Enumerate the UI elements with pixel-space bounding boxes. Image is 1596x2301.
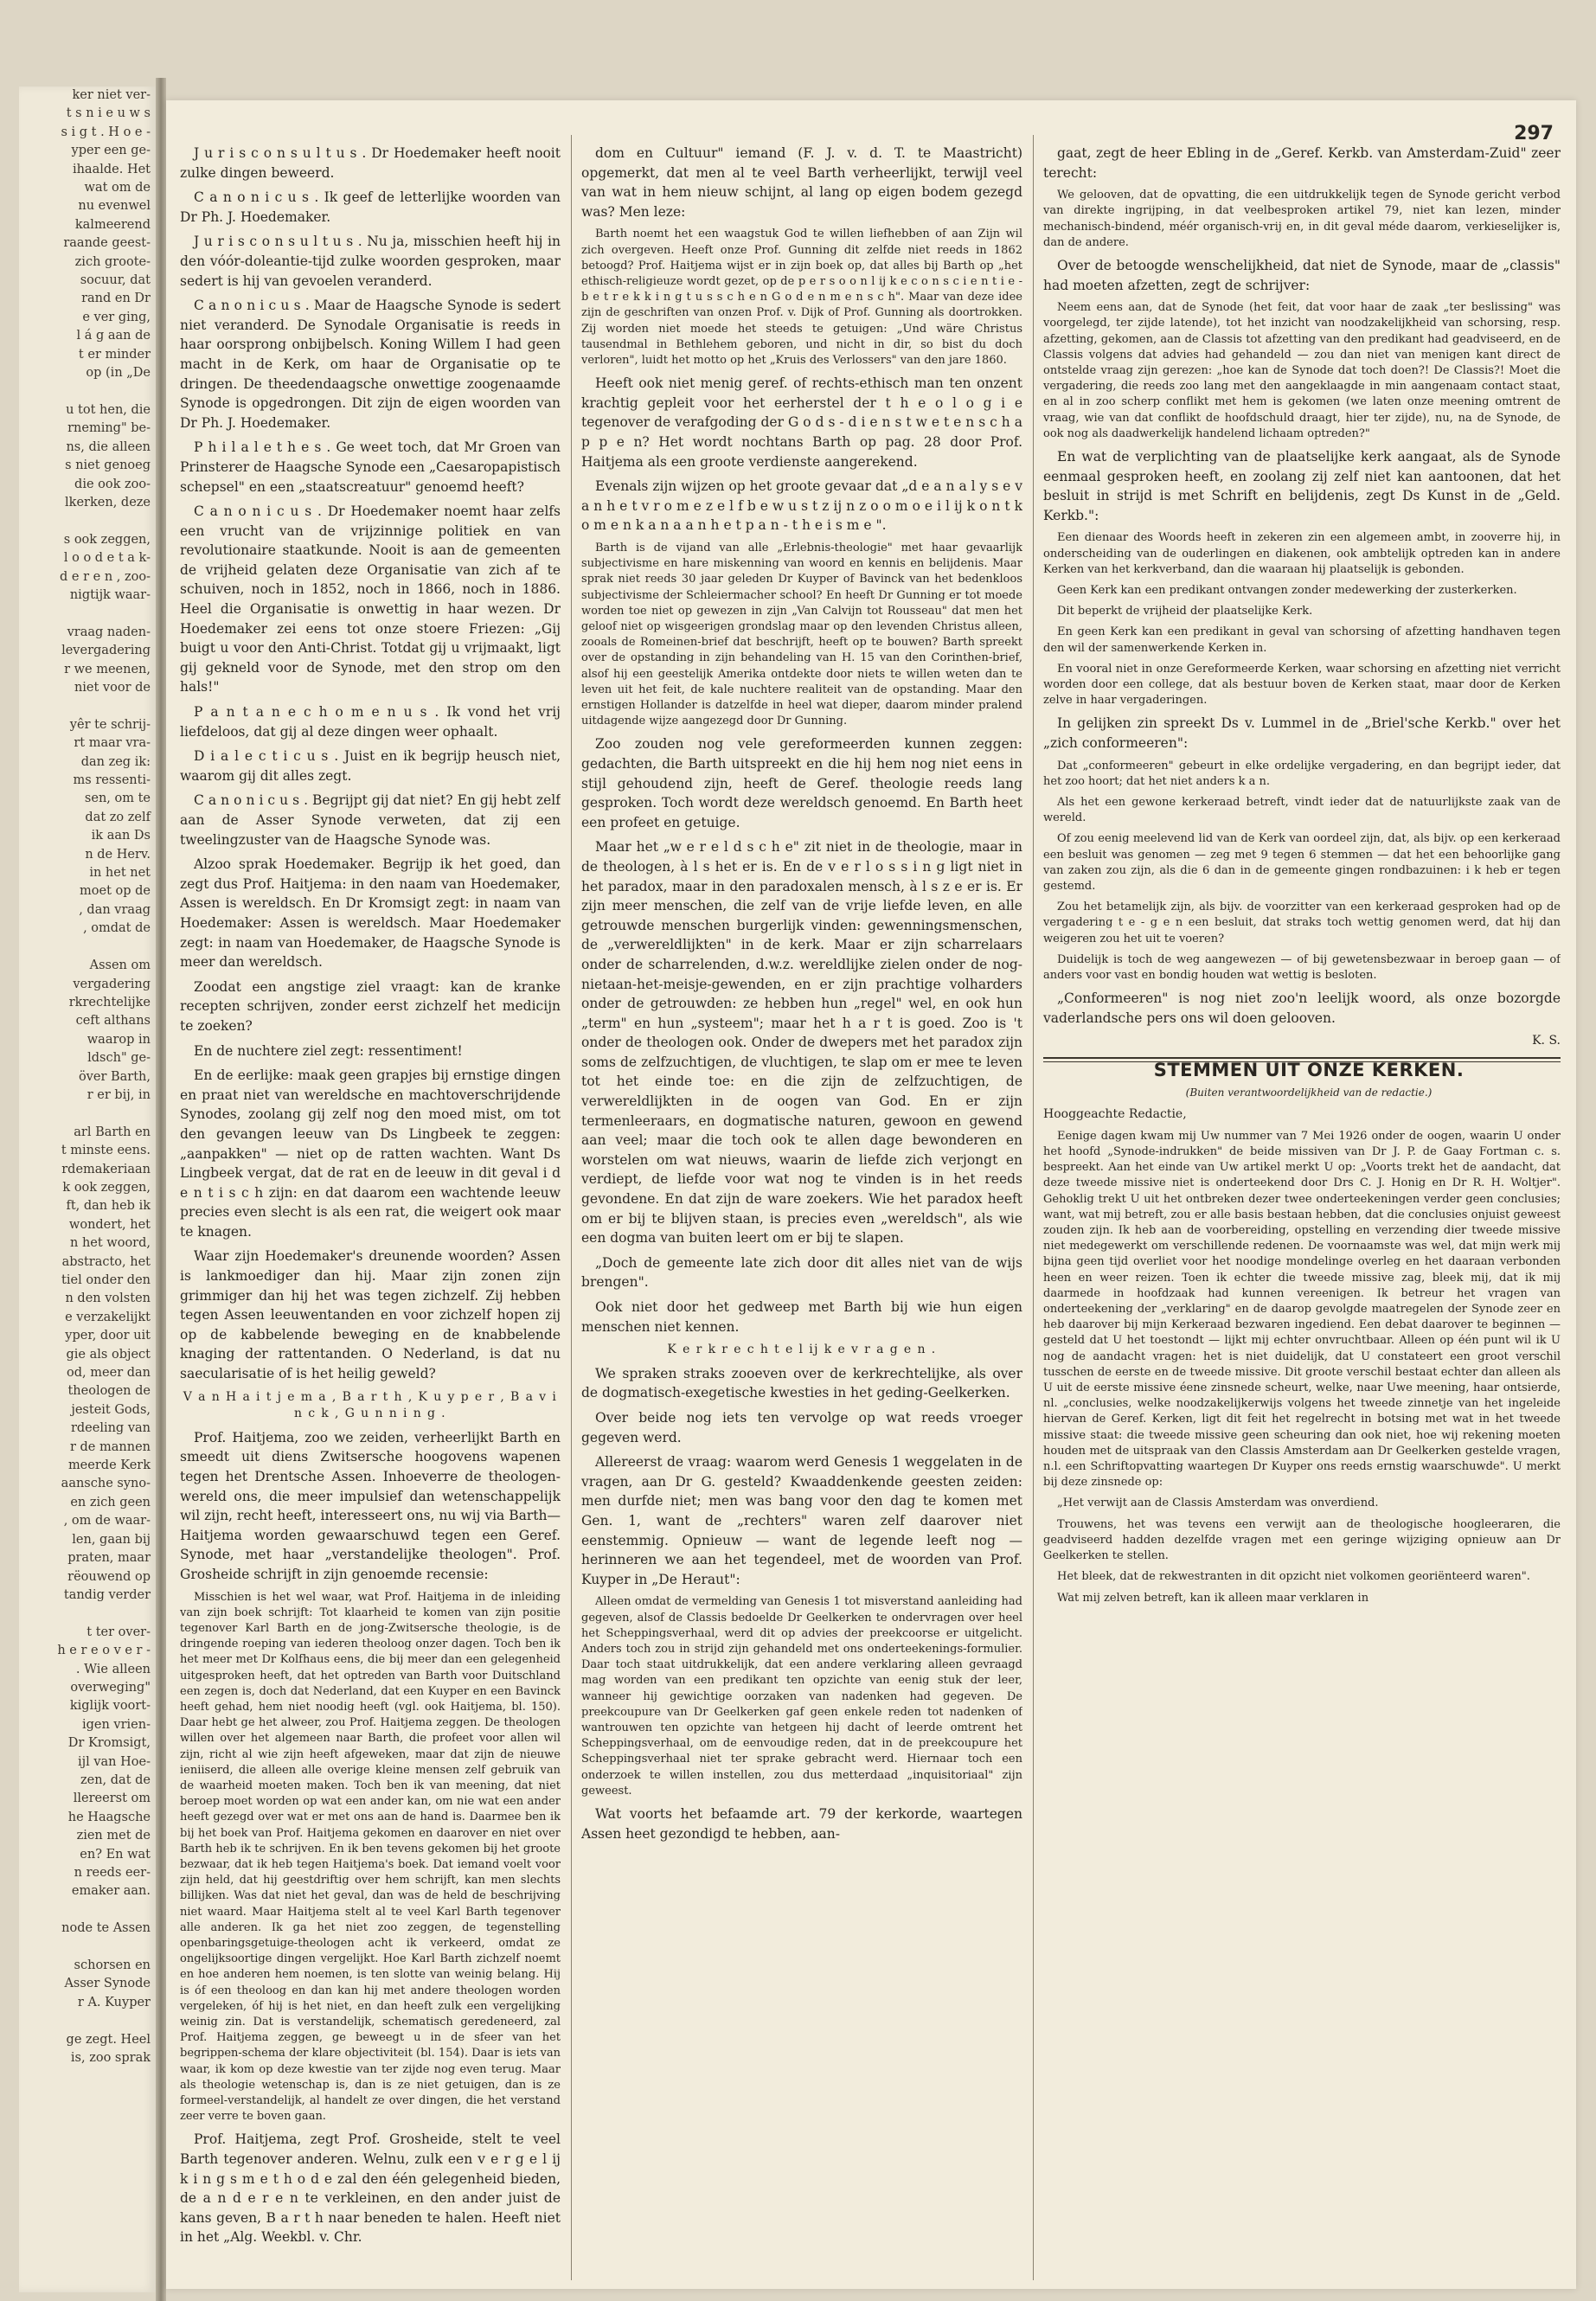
previous-page-line: gie als object xyxy=(66,1347,151,1362)
paragraph: Of zou eenig meelevend lid van de Kerk van oordeel zijn, dat, als bijv. op een kerkeraad een besluit was genomen — zeg met 9 tegen 6 stemmen — dat het een behoorlijke gang van zaken zou zijn, als die 6 dan in de gemeente gingen rondbazuinen: i k heb er tegen gestemd. xyxy=(1043,832,1561,894)
paragraph: „Doch de gemeente late zich door dit alles niet van de wijs brengen". xyxy=(581,1254,1022,1291)
previous-page-line: r de mannen xyxy=(69,1439,151,1454)
previous-page-line: sen, om te xyxy=(84,792,151,806)
paragraph: En vooral niet in onze Gereformeerde Kerken, waar schorsing en afzetting niet verricht worden door een college, dat als bestuur boven de Kerken staat, maar door de Kerken zelve in haar vergaderingen. xyxy=(1043,662,1561,708)
previous-page-line: he Haagsche xyxy=(67,1810,151,1824)
previous-page-line: niet voor de xyxy=(74,681,151,695)
previous-page-line: ceft althans xyxy=(75,1014,151,1029)
previous-page-line: över Barth, xyxy=(78,1069,151,1084)
paragraph: P a n t a n e c h o m e n u s . Ik vond het vrij liefdeloos, dat gij al deze dingen weer ophaalt. xyxy=(180,704,561,740)
previous-page-line: yper een ge- xyxy=(71,144,151,158)
previous-page-line: u tot hen, die xyxy=(66,402,151,417)
paragraph: Heeft ook niet menig geref. of rechts-ethisch man ten onzent krachtig gepleit voor het eerherstel der t h e o l o g i e tegenover de verafgoding der G o d s - d i e n s t w e t e n s c h a p p e n? Het wordt nochtans Barth op pag. 28 door Prof. Haitjema als een groote verdienste aangerekend. xyxy=(581,375,1022,470)
previous-page-line: s ook zeggen, xyxy=(63,532,151,547)
previous-page-line: waarop in xyxy=(87,1032,151,1047)
previous-page-line: Asser Synode xyxy=(64,1977,151,1991)
previous-page-line: schorsen en xyxy=(74,1958,151,1973)
paragraph: En geen Kerk kan een predikant in geval van schorsing of afzetting handhaven tegen den wil der samenwerkende Kerken in. xyxy=(1043,625,1561,655)
paragraph: Eenige dagen kwam mij Uw nummer van 7 Mei 1926 onder de oogen, waarin U onder het hoofd „Synode-indrukken" de beide missiven van Dr J. P. de Gaay Fortman c. s. bespreekt. Aan het einde van Uw artikel merkt U op: „Voorts trekt het de aandacht, dat deze tweede missive niet is onderteekend door Drs C. J. Honig en Dr R. H. Woltjer". Gehoklig trekt U uit het ontbreken dezer twee onderteekeningen verder geen conclusies; want, wat mij betreft, zou er alle basis bestaan hebben, dat die conclusies onjuist geweest zouden zijn. Ik heb aan de voorbereiding, opstelling en verzending dier tweede missive niet medegewerkt om verschillende redenen. De voornaamste was wel, dat mijn werk mij bijna geen tijd overliet voor het noodige mondelinge overleg en het daaraan verbonden heen en weer reizen. Toen ik echter die tweede missive zag, bleek mij, dat ik mij daarmede in hoofdzaak had kunnen vereenigen. Ik betreur het vragen van onderteekening der „verklaring" en de daarop gevolgde maatregelen der Synode zeer en heb daarover bij mijn Kerkeraad bezwaren ingediend. Een debat daarover te beginnen — gesteld dat U het toestondt — lijkt mij echter onvruchtbaar. Alleen op één punt wil ik U nog de aandacht vragen: het is niet duidelijk, dat U constateert een groot verschil tusschen de eerste en de tweede missive. Dit groote verschil bestaat echter dan alleen als U uit de eerste missive éene zinsnede scheurt, welke, naar Uwe meening, haar ontsierde, nl. „conclusies, welke noodzakelijkerwijs volgens het tweede zinnetje van het ingeleide hiervan de Geref. Kerken, ligt dit feit het regelrecht in botsing met wat in het tweede missive staat: die tweede missive geen scheuring dan ook niet, hoe wij rekening moeten houden met de uitspraak van den Classis Amsterdam aan Dr Geelkerken gestelde vragen, n.l. een Schriftopvatting waartegen Dr Kuyper ons reeds ernstig waarschuwde". U merkt bij deze zinsnede op: xyxy=(1043,1129,1561,1490)
previous-page-line: node te Assen xyxy=(61,1921,151,1936)
previous-page-line: arl Barth en xyxy=(74,1125,151,1139)
column-right xyxy=(1043,144,1561,2272)
column-right-top xyxy=(1043,144,1561,1050)
previous-page-line: n het woord, xyxy=(70,1236,151,1251)
previous-page-line: rand en Dr xyxy=(81,292,151,306)
previous-page-line xyxy=(19,2012,156,2030)
paragraph: J u r i s c o n s u l t u s . Dr Hoedemaker heeft nooit zulke dingen beweerd. xyxy=(180,145,561,181)
paragraph: dom en Cultuur" iemand (F. J. v. d. T. te Maastricht) opgemerkt, dat men al te veel Barth verheerlijkt, terwijl veel van wat in hem nieuw schijnt, al lang op eigen bodem gezegd was? Men leze: xyxy=(581,145,1022,220)
paragraph: Hooggeachte Redactie, xyxy=(1043,1107,1187,1122)
previous-page-line: overweging" xyxy=(70,1680,151,1695)
previous-page-line: meerde Kerk xyxy=(67,1458,151,1473)
previous-page-line: vraag naden- xyxy=(67,625,151,639)
previous-page-line: ldsch" ge- xyxy=(87,1051,151,1066)
previous-page-line: od, meer dan xyxy=(67,1366,151,1381)
previous-page-line: zen, dat de xyxy=(80,1772,151,1787)
paragraph: Barth noemt het een waagstuk God te willen liefhebben of aan Zijn wil zich overgeven. Heeft onze Prof. Gunning dit zelfde niet reeds in 1862 betoogd? Prof. Haitjema wijst er in zijn boek op, dat alles bij Barth op „het ethisch-religieuze wordt gezet, op de p e r s o o n l ij k e c o n s c i e n t i e - b e t r e k k i n g t u s s c h e n G o d e n m e n s c h". Maar van deze idee zijn de geschriften van onzen Prof. v. Dijk of Prof. Gunning als doortrokken. Zij worden niet moede het steeds te getuigen: „Und wäre Christus tausendmal in Bethlehem geboren, und nicht in dir, so bist du doch verloren", luidt het motto op het „Kruis des Verlossers" van den jare 1860. xyxy=(581,228,1022,367)
previous-page-line: e verzakelijkt xyxy=(65,1310,151,1324)
page-number: 297 xyxy=(1514,123,1554,144)
paragraph: Duidelijk is toch de weg aangewezen — of bij gewetensbezwaar in beroep gaan — of anders voor vast en bondig houden wat wettig is besloten. xyxy=(1043,952,1561,983)
paragraph: Ook niet door het gedweep met Barth bij wie hun eigen menschen niet kennen. xyxy=(581,1299,1022,1335)
previous-page-line xyxy=(19,1901,156,1920)
previous-page-line: r er bij, in xyxy=(87,1087,151,1102)
previous-page-line: igen vrien- xyxy=(81,1717,151,1732)
previous-page-line: wondert, het xyxy=(68,1217,151,1232)
paragraph: En de nuchtere ziel zegt: ressentiment! xyxy=(194,1042,463,1059)
previous-page-line: Assen om xyxy=(89,958,151,973)
paragraph: Misschien is het wel waar, wat Prof. Haitjema in de inleiding van zijn boek schrijft: Tot klaarheid te komen van zijn positie tegenover Karl Barth en de jong-Zwitsersche theologie, is de dringende roeping van iederen theoloog onzer dagen. Toch ben ik het meer met Dr Kolfhaus eens, die bij meer dan een gelegenheid uitgesproken heeft, dat het optreden van Barth voor Duitschland een zegen is, doch dat Nederland, dat een Kuyper en een Bavinck heeft gehad, hem niet noodig heeft (vgl. ook Haitjema, bl. 150). Daar hebt ge het alweer, zou Prof. Haitjema zeggen. De theologen willen over het algemeen naar Barth, die profeet voor allen wil zijn, richt al wie zijn heeft afgeweken, maar dat zijn de nieuwe ieniiserd, die alleen alle overige kleine mensen zelf gebruik van de waarheid moeten maken. Toch ben ik van meening, dat niet beroep moet worden op wat een ander kan, om nie wat een ander heeft gezegd over wat er met ons aan de hand is. Daarmee ben ik bij het boek van Prof. Haitjema gekomen en daarover en niet over Barth heb ik te schrijven. En ik ben tevens gekomen bij het groote bezwaar, dat ik heb tegen Haitjema's boek. Dat iemand voelt voor zijn held, dat hij geestdriftig over hem schrijft, kan men slechts billijken. Was dat niet het geval, dan was de held de beschrijving niet waard. Maar Haitjema stelt al te veel Karl Barth tegenover alle anderen. Ik ga het niet zoo zeggen, de tegenstelling openbaringsgetuige-theologen acht ik verkeerd, omdat ze ongelijksoortige dingen vergelijkt. Hoe Karl Barth zichzelf noemt en hoe anderen hem noemen, is ten slotte van weinig belang. Hij is óf een theoloog en dan kan hij met andere theologen worden vergeleken, óf hij is het niet, en dan heeft zulk een vergelijking weinig zin. Dat is verstandelijk, schematisch geredeneerd, zal Prof. Haitjema zeggen, ge beweegt u in de sfeer van het begrippen-schema der klare objectiviteit (bl. 154). Daar is iets van waar, ik kom op deze kwestie van ter zijde nog even terug. Maar als theologie wetenschap is, dan is ze niet getuigen, dan is ze formeel-verstandelijk, al handelt ze over dingen, die het verstand zeer verre te boven gaan. xyxy=(180,1590,561,2124)
previous-page-line: ik aan Ds xyxy=(91,829,151,843)
paragraph: En de eerlijke: maak geen grapjes bij ernstige dingen en praat niet van wereldsche en machtoverschrijdende Synodes, zoolang gij zelf nog den moed mist, om tot den gevangen leeuw van Ds Lingbeek te zeggen: „aanpakken" — niet op de ratten wachten. Want Ds Lingbeek vergat, dat de rat en de leeuw in dit geval i d e n t i s c h zijn: en dat daarom een wachtende leeuw precies even slecht is als een rat, die weigert ook maar te knagen. xyxy=(180,1067,561,1240)
paragraph: Over de betoogde wenschelijkheid, dat niet de Synode, maar de „classis" had moeten afzetten, zegt de schrijver: xyxy=(1043,258,1561,293)
previous-page-line: tandig verder xyxy=(63,1587,151,1602)
previous-page-line: jesteit Gods, xyxy=(71,1402,151,1417)
paragraph: Geen Kerk kan een predikant ontvangen zonder medewerking der zusterkerken. xyxy=(1057,584,1517,597)
paragraph: Wat voorts het befaamde art. 79 der kerkorde, waartegen Assen heet gezondigd te hebben, aan- xyxy=(581,1805,1022,1842)
previous-page-line: rneming" be- xyxy=(67,421,151,436)
previous-page-line: rdemakeriaan xyxy=(61,1162,151,1176)
previous-page-line: t ter over- xyxy=(87,1625,151,1639)
paragraph: Een dienaar des Woords heeft in zekeren zin een algemeen ambt, in zooverre hij, in onderscheiding van de ouderlingen en diakenen, ook ambtelijk optreden kan in andere Kerken van het kerkverband, dan die waaraan hij plaatselijk is gebonden. xyxy=(1043,531,1561,576)
previous-page-line: llereerst om xyxy=(73,1791,151,1806)
previous-page-line: ge zegt. Heel xyxy=(66,2032,151,2047)
previous-page-line: nigtijk waar- xyxy=(69,587,151,602)
previous-page-line xyxy=(19,697,156,715)
paragraph: Maar het „w e r e l d s c h e" zit niet in de theologie, maar in de theologen, à l s het er is. En de v e r l o s s i n g ligt niet in het paradox, maar in den paradoxalen mensch, à l s z e er is. Er zijn meer menschen, die zelf van de vrije liefde leven, en alle getrouwde menschen burgerlijk vinden: gewenningsmenschen, de „verwereldlijkten" in de kerk. Maar er zijn scharrelaars onder de scharrelenden, d.w.z. wereldlijke zielen onder de nog-nietaan-het-meisje-gewenden, en er zijn prachtige volharders onder de getrouwden: ze hebben hun „regel" wel, en ook hun „term" en hun „systeem"; maar het h a r t is goed. Zoo is 't onder de theologen ook. Onder de dwepers met het paradox zijn soms de zelfzuchtigen, de vluchtigen, te slap om er mee te leven tot het einde toe: en die zijn de zelfzuchtigen, de verwereldlijkten in de oogen van God. En er zijn termenleeraars, en dogmatische naturen, gewoon en gewend aan veel; maar die toch ook te allen dage bewonderen en worstelen om wat nieuws, waarin de liefde zich verjongt en verdiept, de liefde voor wat nog te vinden is in het reeds gevondene. En dat zijn de ware zoekers. Wie het paradox heeft om er bij te blijven staan, is precies even „wereldsch", als wie een dogma van buiten leert om er bij te slapen. xyxy=(581,839,1022,1247)
previous-page-line xyxy=(19,1939,156,1957)
previous-page-line: tiel onder den xyxy=(61,1273,151,1287)
previous-page-line: is, zoo sprak xyxy=(70,2051,151,2066)
paragraph: We gelooven, dat de opvatting, die een uitdrukkelijk tegen de Synode gericht verbod van direkte ingrijping, in dat veelbesproken artikel 79, niet kan lezen, minder mechanisch-bindend, méér organisch-vrij en, in dit geval méde daarom, verkieselijker is, dan de andere. xyxy=(1043,189,1561,249)
previous-page-line: nu evenwel xyxy=(78,199,151,214)
paragraph: Zou het betamelijk zijn, als bijv. de voorzitter van een kerkeraad gesproken had op de vergadering t e - g e n een besluit, dat straks toch wettig genomen werd, dat hij dan weigeren zou het uit te voeren? xyxy=(1043,901,1561,945)
previous-page-line: lkerken, deze xyxy=(65,495,151,510)
previous-page-line: s i g t . H o e - xyxy=(61,125,151,139)
previous-page-line: l o o d e t a k- xyxy=(63,551,151,566)
paragraph: K. S. xyxy=(1532,1034,1561,1048)
previous-page-line: aansche syno- xyxy=(61,1477,151,1491)
paragraph: gaat, zegt de heer Ebling in de „Geref. Kerkb. van Amsterdam-Zuid" zeer terecht: xyxy=(1043,145,1561,181)
paragraph: D i a l e c t i c u s . Juist en ik begrijp heusch niet, waarom gij dit alles zegt. xyxy=(180,748,561,784)
column-rule xyxy=(1033,135,1034,2280)
previous-page-line: dan zeg ik: xyxy=(80,754,151,769)
paragraph: Als het een gewone kerkeraad betreft, vindt ieder dat de natuurlijkste zaak van de wereld. xyxy=(1043,796,1561,825)
paragraph: C a n o n i c u s . Ik geef de letterlijke woorden van Dr Ph. J. Hoedemaker. xyxy=(180,189,561,225)
previous-page-line: . Wie alleen xyxy=(75,1662,151,1676)
previous-page-line: ms ressenti- xyxy=(73,773,151,788)
paragraph: K e r k r e c h t e l ij k e v r a g e n . xyxy=(667,1343,937,1357)
paragraph: Evenals zijn wijzen op het groote gevaar dat „d e a n a l y s e v a n h e t v r o m e z e l f b e w u s t z ij n z o o m o e i l ij k o n t k o m e n k a n a a n h e t p a n - t h e i s m e ". xyxy=(581,478,1022,534)
previous-page-line: ihaalde. Het xyxy=(72,162,151,176)
paragraph: „Het verwijt aan de Classis Amsterdam was onverdiend. xyxy=(1057,1497,1379,1510)
previous-page-line: en? En wat xyxy=(80,1847,151,1862)
previous-page-line: k ook zeggen, xyxy=(62,1180,151,1195)
previous-page-line: n den volsten xyxy=(65,1292,151,1306)
previous-page-line: n reeds eer- xyxy=(74,1866,151,1880)
previous-page-line: , dan vraag xyxy=(79,902,151,917)
paragraph: V a n H a i t j e m a , B a r t h , K u y p e r , B a v i n c k , G u n n i n g . xyxy=(183,1389,558,1421)
paragraph: „Conformeeren" is nog niet zoo'n leelijk woord, als onze bozorgde vaderlandsche pers ons wil doen gelooven. xyxy=(1043,990,1561,1026)
paragraph: Wat mij zelven betreft, kan ik alleen maar verklaren in xyxy=(1057,1591,1369,1605)
previous-page-line: h e r e o v e r - xyxy=(57,1644,151,1658)
paragraph: We spraken straks zooeven over de kerkrechtelijke, als over de dogmatisch-exegetische kwesties in het geding-Geelkerken. xyxy=(581,1365,1022,1401)
paragraph: Prof. Haitjema, zegt Prof. Grosheide, stelt te veel Barth tegenover anderen. Welnu, zulk een v e r g e l ij k i n g s m e t h o d e zal den één gelegenheid bieden, de a n d e r e n te verkleinen, en den ander juist de kans geven, B a r t h naar beneden te halen. Heeft niet in het „Alg. Weekbl. v. Chr. xyxy=(180,2131,561,2246)
previous-page-line: in het net xyxy=(89,866,151,881)
paragraph: C a n o n i c u s . Dr Hoedemaker noemt haar zelfs een vrucht van de vrijzinnige politiek en van revolutionaire staatkunde. Nooit is aan de gemeenten de vrijheid gelaten deze Organisatie van zich af te schuiven, noch in 1852, noch in 1866, noch in 1886. Heel die Organisatie is onwettig in haar wezen. Dr Hoedemaker zei eens tot onze stoere Friezen: „Gij buigt u voor den Anti-Christ. Totdat gij u vrijmaakt, ligt gij gekneld voor de Synode, met den strop om den hals!" xyxy=(180,503,561,695)
previous-page-line: rëouwend op xyxy=(67,1569,151,1584)
previous-page-line xyxy=(19,1605,156,1623)
previous-page-line: r we meenen, xyxy=(64,662,151,676)
previous-page-line: n de Herv. xyxy=(85,847,151,862)
previous-page-line xyxy=(19,383,156,401)
paragraph: Prof. Haitjema, zoo we zeiden, verheerlijkt Barth en smeedt uit diens Zwitsersche hoogovens wapenen tegen het Drentsche Assen. Inhoeverre de theologen-wereld ons, die meer impulsief dan wetenschappelijk wil zijn, recht heeft, interesseert ons, nu wij via Barth—Haitjema worden gewaarschuwd tegen een Geref. Synode, met haar „verstandelijke theologen". Prof. Grosheide schrijft in zijn genoemde recensie: xyxy=(180,1429,561,1582)
paragraph: P h i l a l e t h e s . Ge weet toch, dat Mr Groen van Prinsterer de Haagsche Synode een „Caesaropapistisch schepsel" en een „staatscreatuur" genoemd heeft? xyxy=(180,439,561,495)
previous-page-line: t er minder xyxy=(78,347,151,362)
previous-page-line: rdeeling van xyxy=(70,1421,151,1436)
paragraph: Zoo zouden nog vele gereformeerden kunnen zeggen: gedachten, die Barth uitspreekt en die hij hem nog niet eens in stijl gehoudend zijn, heeft de Geref. theologie reeds lang gesproken. Toch wordt deze wereldsch genoemd. En Barth heet een profeet en getuige. xyxy=(581,736,1022,830)
previous-page-line: yêr te schrij- xyxy=(69,717,151,732)
previous-page-line: d e r e n , zoo- xyxy=(60,569,151,584)
previous-page-line: theologen de xyxy=(67,1384,151,1399)
previous-page-line: abstracto, het xyxy=(61,1254,151,1269)
previous-page-edge xyxy=(19,87,156,2292)
column-rule xyxy=(571,135,572,2280)
previous-page-line: moet op de xyxy=(80,884,151,899)
paragraph: Zoodat een angstige ziel vraagt: kan de kranke recepten schrijven, zonder eerst zichzelf het medicijn te zoeken? xyxy=(180,978,561,1034)
previous-page-line xyxy=(19,605,156,623)
previous-page-line: Dr Kromsigt, xyxy=(67,1736,151,1751)
previous-page-line: ft, dan heb ik xyxy=(66,1199,151,1214)
previous-page-line: wat om de xyxy=(84,181,151,195)
paragraph: In gelijken zin spreekt Ds v. Lummel in de „Briel'sche Kerkb." over het „zich conformeeren": xyxy=(1043,715,1561,752)
previous-page-line: t s n i e u w s xyxy=(66,106,151,121)
previous-page-line: s niet genoeg xyxy=(65,458,151,473)
previous-page-line: zien met de xyxy=(76,1829,151,1843)
paragraph: Alzoo sprak Hoedemaker. Begrijp ik het goed, dan zegt dus Prof. Haitjema: in den naam van Hoedemaker, Assen is wereldsch. En Dr Kromsigt zegt: in naam van Hoedemaker: Assen is wereldsch. Maar Hoedemaker zegt: in naam van Hoedemaker, de Haagsche Synode is meer dan wereldsch. xyxy=(180,856,561,971)
previous-page-line: r A. Kuyper xyxy=(77,1995,151,2009)
column-right-bottom xyxy=(1043,1106,1561,1606)
paragraph: Neem eens aan, dat de Synode (het feit, dat voor haar de zaak „ter beslissing" was voorgelegd, ter zijde latende), tot het inzicht van noodzakelijkheid van schorsing, resp. afzetting, gekomen, aan de Classis tot afzetting van den predikant had geadviseerd, en de Classis volgens dat advies had gehandeld — zou dan niet van menigen kant direct de ontstelde vraag zijn gerezen: „hoe kan de Synode dat toch doen?! De Classis?! Moet die vergadering, die reeds zoo lang met den aangeklaagde in min aangenaam contact staat, en al in zoo scherp conflikt met hem is gekomen (we laten onze meening omtrent de vraag, wie van dat conflikt de hoofdschuld draagt, hier ter zijde), nu, na de Synode, de ook nog als daadwerkelijk handelend lichaam optreden?" xyxy=(1043,301,1561,440)
paragraph: C a n o n i c u s . Maar de Haagsche Synode is sedert niet veranderd. De Synodale Organisatie is reeds in haar oorsprong onbijbelsch. Koning Willem I had geen macht in de Kerk, om haar de Organisatie op te dringen. De theedendaagsche onwettige zoogenaamde Synode is opgedrongen. Dit zijn de eigen woorden van Dr Ph. J. Hoedemaker. xyxy=(180,298,561,431)
previous-page-line: zich groote- xyxy=(74,254,151,269)
paragraph: Trouwens, het was tevens een verwijt aan de theologische hoogleeraren, die geadviseerd hadden dezelfde vragen met een geringe wijziging opnieuw aan Dr Geelkerken te stellen. xyxy=(1043,1517,1561,1563)
previous-page-line: , om de waar- xyxy=(63,1514,151,1529)
paragraph: En wat de verplichting van de plaatselijke kerk aangaat, als de Synode eenmaal gesproken heeft, en zoolang zij zelf niet kan aantoonen, dat het besluit in strijd is met Schrift en belijdenis, zegt Ds Kunst in de „Geld. Kerkb.": xyxy=(1043,449,1561,523)
previous-page-line: ker niet ver- xyxy=(72,88,151,102)
previous-page-line: raande geest- xyxy=(63,236,151,251)
paragraph: Waar zijn Hoedemaker's dreunende woorden? Assen is lankmoediger dan hij. Maar zijn zonen zijn grimmiger dan hij het was tegen zichzelf. Zij hebben tegen Assen leeuwentanden en voor zichzelf hopen zij op de kabbelende beweging en de knabbelende knaging der rattentanden. O Nederland, is dat nu saecularisatie of is het heilig geweld? xyxy=(180,1248,561,1382)
previous-page-line: die ook zoo- xyxy=(74,477,151,491)
previous-page-line: levergadering xyxy=(61,644,151,658)
paragraph: Het bleek, dat de rekwestranten in dit opzicht niet volkomen georiënteerd waren". xyxy=(1057,1570,1530,1584)
previous-page-line: yper, door uit xyxy=(65,1329,151,1343)
paragraph: Over beide nog iets ten vervolge op wat reeds vroeger gegeven werd. xyxy=(581,1409,1022,1445)
column-middle xyxy=(581,144,1022,2272)
previous-page-line: socuur, dat xyxy=(80,273,151,288)
paragraph: Dit beperkt de vrijheid der plaatselijke Kerk. xyxy=(1057,605,1313,619)
previous-page-line: , omdat de xyxy=(83,921,151,936)
previous-page-line: t minste eens. xyxy=(61,1144,151,1158)
previous-page-line: en zich geen xyxy=(70,1495,151,1509)
previous-page-line: vergadering xyxy=(73,977,151,991)
previous-page-line: kalmeerend xyxy=(74,217,151,232)
previous-page-line: dat zo zelf xyxy=(85,810,151,824)
previous-page-line: rt maar vra- xyxy=(74,736,151,751)
paragraph: Allereerst de vraag: waarom werd Genesis 1 weggelaten in de vragen, aan Dr G. gesteld? Kwaaddenkende geesten zeiden: men durfde niet; men was bang voor den dag te komen met Gen. 1, want de „rechters" waren zelf daarover niet eenstemmig. Opnieuw — want de legende leeft nog — herinneren we aan het tegendeel, met de woorden van Prof. Kuyper in „De Heraut": xyxy=(581,1454,1022,1587)
newspaper-page xyxy=(166,100,1576,2289)
paragraph: Dat „conformeeren" gebeurt in elke ordelijke vergadering, en dan begrijpt ieder, dat het zoo hoort; dat het niet anders k a n. xyxy=(1043,759,1561,788)
paragraph: C a n o n i c u s . Begrijpt gij dat niet? En gij hebt zelf aan de Asser Synode verweten, dat zij een tweelingzuster van de Haagsche Synode was. xyxy=(180,792,561,848)
paragraph: Alleen omdat de vermelding van Genesis 1 tot misverstand aanleiding had gegeven, alsof de Classis bedoelde Dr Geelkerken te ondervragen over heel het Scheppingsverhaal, werd dit op advies der preekcoorse er uitgelicht. Anders toch zou in strijd zijn gehandeld met ons onderteekenings-formulier. Daar toch staat uitdrukkelijk, dat een andere verklaring alleen gevraagd mag worden van een predikant ten opzichte van eenig stuk der leer, wanneer hij gewichtige oorzaken van nadenken had gegeven. De preekcoupure van Dr Geelkerken gaf geen enkele reden tot nadenken of wantrouwen ten opzichte van hetgeen hij dacht of leerde omtrent het Scheppingsverhaal, om de eenvoudige reden, dat in de preekcoupure het Scheppingsverhaal niet ter sprake gebracht werd. Hiernaar toch een onderzoek te willen instellen, zou dus metterdaad „inquisitoriaal" zijn geweest. xyxy=(581,1595,1022,1798)
previous-page-line: len, gaan bij xyxy=(72,1532,151,1547)
section-subtitle: (Buiten verantwoordelijkheid van de redactie.) xyxy=(1185,1086,1433,1099)
previous-page-line: e ver ging, xyxy=(82,310,151,324)
paragraph: J u r i s c o n s u l t u s . Nu ja, misschien heeft hij in den vóór-doleantie-tijd zulke woorden gesproken, maar sedert is hij van gevoelen veranderd. xyxy=(180,234,561,289)
previous-page-line: ijl van Hoe- xyxy=(77,1754,151,1769)
previous-page-line xyxy=(19,1105,156,1123)
previous-page-line: emaker aan. xyxy=(71,1884,151,1899)
book-gutter xyxy=(156,78,166,2301)
previous-page-line: kiglijk voort- xyxy=(69,1699,151,1714)
previous-page-line xyxy=(19,939,156,957)
paragraph: Barth is de vijand van alle „Erlebnis-theologie" met haar gevaarlijk subjectivisme en hare miskenning van woord en kennis en belijdenis. Maar sprak niet reeds 30 jaar geleden Dr Kuyper of Bavinck van het bedenkloos subjectivisme der Schleiermacher school? En heeft Dr Gunning er tot moede worden toe niet op gewezen in zijn „Van Calvijn tot Rousseau" dat men het geloof niet op wisgeerigen grondslag maar op den levenden Christus alleen, zooals de Romeinen-brief dat beschrijft, heeft op te bouwen? Barth spreekt over de opstanding in zijn behandeling van H. 15 van den Corinthen-brief, alsof hij een geestelijk Amerika ontdekte door niets te willen weten dan te leven uit het feit, de kale nuchtere realiteit van de opstanding. Maar den ernstigen Hollander is datzelfde in heel wat dieper, daarom minder pralend uitdagende wijze aangezegd door Dr Gunning. xyxy=(581,541,1022,728)
previous-page-line: rkrechtelijke xyxy=(68,995,151,1009)
section-title: STEMMEN UIT ONZE KERKEN. xyxy=(1153,1060,1465,1081)
previous-page-line: praten, maar xyxy=(67,1551,151,1566)
column-left xyxy=(180,144,561,2272)
previous-page-line xyxy=(19,512,156,530)
previous-page-line: l á g aan de xyxy=(76,329,151,343)
previous-page-line: op (in „De xyxy=(86,366,151,381)
previous-page-line: ns, die alleen xyxy=(66,439,151,454)
